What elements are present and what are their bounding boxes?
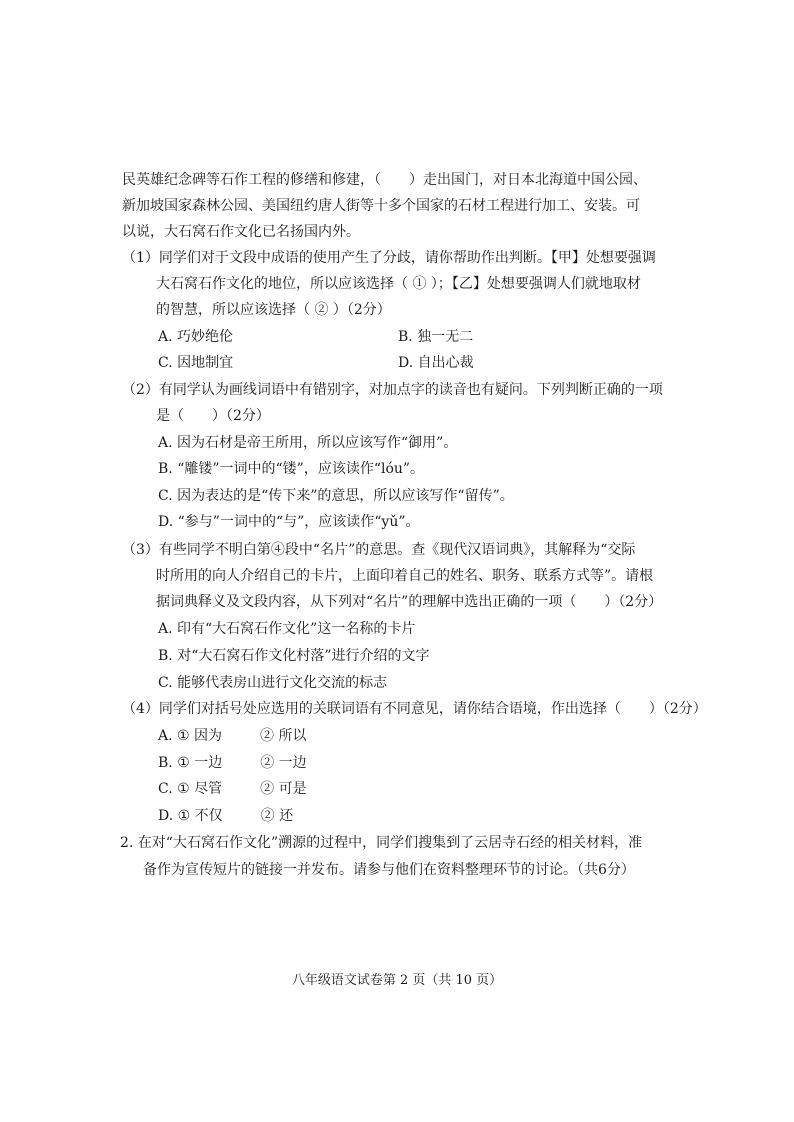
q4-line-1: （4）同学们对括号处应选用的关联词语有不同意见，请你结合语境，作出选择（ ）（2分） bbox=[122, 701, 707, 717]
q3-option-c: C. 能够代表房山进行文化交流的标志 bbox=[158, 675, 388, 691]
q3-line-3: 据词典释义及文段内容，从下列对“名片”的理解中选出正确的一项（ ）（2分） bbox=[156, 594, 663, 610]
q1-option-d: D. 自出心裁 bbox=[398, 355, 474, 371]
q4-option-b bbox=[158, 750, 307, 776]
intro-line-2: 新加坡国家森林公园、美国纽约唐人街等十多个国家的石材工程进行加工、安装。可 bbox=[122, 198, 640, 214]
q2-option-d: D. “参与”一词中的“与”，应该读作“yǔ”。 bbox=[158, 514, 420, 530]
q2-option-c: C. 因为表达的是“传下来”的意思，所以应该写作“留传”。 bbox=[158, 488, 514, 504]
q4-option-a bbox=[158, 723, 306, 749]
q4-option-d-second: ② 还 bbox=[260, 808, 294, 824]
intro-line-1: 民英雄纪念碑等石作工程的修缮和修建，（ ）走出国门，对日本北海道中国公园、 bbox=[122, 172, 647, 188]
q3-line-2: 时所用的向人介绍自己的卡片，上面印着自己的姓名、职务、联系方式等”。请根 bbox=[156, 568, 654, 584]
intro-line-3: 以说，大石窝石作文化已名扬国内外。 bbox=[122, 224, 360, 240]
question-2-line-1: 2. 在对“大石窝石作文化”溯源的过程中，同学们搜集到了云居寺石经的相关材料，准 bbox=[120, 835, 643, 851]
q1-option-c: C. 因地制宜 bbox=[158, 355, 234, 371]
q1-line-2: 大石窝石作文化的地位，所以应该选择（ ① ）；【乙】处想要强调人们就地取材 bbox=[156, 276, 641, 292]
q1-line-1: （1）同学们对于文段中成语的使用产生了分歧，请你帮助作出判断。【甲】处想要强调 bbox=[122, 250, 656, 266]
q3-option-b: B. 对“大石窝石作文化村落”进行介绍的文字 bbox=[158, 648, 430, 664]
q1-option-b: B. 独一无二 bbox=[398, 329, 474, 345]
q4-option-a-first: A. ① 因为 bbox=[158, 728, 223, 744]
q2-option-a: A. 因为石材是帝王所用，所以应该写作“御用”。 bbox=[158, 435, 458, 451]
q4-option-d-first: D. ① 不仅 bbox=[158, 808, 223, 824]
q2-line-1: （2）有同学认为画线词语中有错别字，对加点字的读音也有疑问。下列判断正确的一项 bbox=[122, 382, 663, 398]
q4-option-b-second: ② 一边 bbox=[260, 755, 307, 771]
q2-line-2: 是（ ）（2分） bbox=[156, 408, 270, 424]
q4-option-c-second: ② 可是 bbox=[260, 781, 307, 797]
q4-option-c-first: C. ① 尽管 bbox=[158, 781, 223, 797]
q4-option-d bbox=[158, 803, 293, 829]
q1-line-3: 的智慧，所以应该选择（ ② ）（2分） bbox=[156, 302, 391, 318]
q3-option-a: A. 印有“大石窝石作文化”这一名称的卡片 bbox=[158, 621, 416, 637]
q4-option-b-first: B. ① 一边 bbox=[158, 755, 223, 771]
question-2-line-2: 备作为宣传短片的链接一并发布。请参与他们在资料整理环节的讨论。（共6分） bbox=[143, 862, 635, 878]
q1-option-a: A. 巧妙绝伦 bbox=[158, 329, 234, 345]
q3-line-1: （3）有些同学不明白第④段中“名片”的意思。查《现代汉语词典》，其解释为“交际 bbox=[122, 542, 636, 558]
page-footer: 八年级语文试卷第 2 页（共 10 页） bbox=[291, 973, 503, 988]
q4-option-a-second: ② 所以 bbox=[260, 728, 307, 744]
q4-option-c bbox=[158, 776, 307, 802]
q2-option-b: B. “雕镂”一词中的“镂”，应该读作“lóu”。 bbox=[158, 461, 425, 477]
